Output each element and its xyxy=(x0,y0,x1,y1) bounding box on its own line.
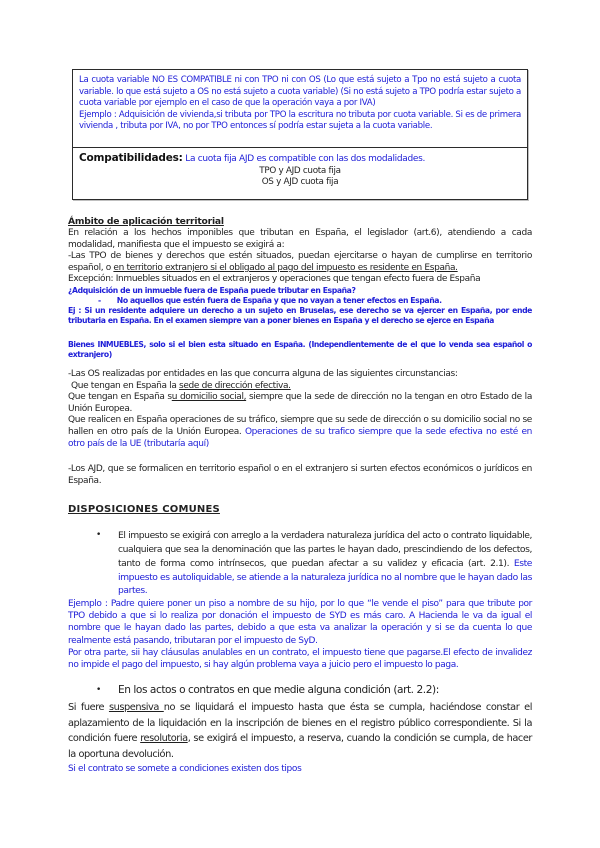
cond-suspensiva-underlined: suspensiva xyxy=(108,701,164,713)
spacer xyxy=(68,200,532,216)
bullet-icon: • xyxy=(96,530,102,541)
compatibilidades-cell xyxy=(73,148,527,199)
excepcion-line: Excepción: Inmuebles situados en el extranjeros y operaciones que tengan efecto fuera de España xyxy=(68,274,481,285)
os-c3-annotation: Operaciones de su trafico siempre que la sede efectiva no esté en otro país de la UE (tributaría aquí) xyxy=(68,426,533,449)
os-c2-text: Que tengan en España s xyxy=(68,392,172,403)
bullet-naturaleza-juridica xyxy=(96,529,532,598)
os-intro-line: -Las OS realizadas por entidades en las que concurra alguna de las siguientes circunstancias: xyxy=(68,368,458,379)
spacer xyxy=(68,326,532,340)
os-circumstance-2 xyxy=(68,392,532,415)
cuota-variable-ejemplo: Ejemplo : Adquisición de vivienda,si tributa por TPO la escritura no tributa por cuota variable. Si es de primera vivienda , tributa por IVA, no por TPO entonces sí podría estar sujeta a la cuota variable. xyxy=(79,109,522,132)
bullet1-black-text: El impuesto se exigirá con arreglo a la verdadera naturaleza jurídica del acto o contrato liquidable, cualquiera que sea la denominación que las partes le hayan dado, prescindiendo de los defectos, tanto de forma como intrínsecos, que puedan afectar a su validez y eficacia (art. 2.1). xyxy=(118,530,532,569)
condicion-paragraph xyxy=(68,700,532,763)
annotation-ejemplo-bruselas: Ej : Si un residente adquiere un derecho a un sujeto en Bruselas, ese derecho se va ejercer en España, por ende tributaria en España. En el examen siempre van a poner bienes en España y el derecho se ejerce en España xyxy=(68,305,532,325)
spacer xyxy=(68,515,532,529)
os-c1-text: Que tengan en España la xyxy=(71,380,180,391)
answer-text: No aquellos que estén fuera de España y que no vayan a tener efectos en España. xyxy=(116,295,442,305)
annotation-answer xyxy=(68,296,532,306)
annotation-question: ¿Adquisición de un inmueble fuera de España puede tributar en España? xyxy=(68,285,356,295)
compat-os-line: OS y AJD cuota fija xyxy=(261,177,339,188)
tpo-text: -Las TPO de bienes y derechos que estén situados, puedan ejercitarse o hayan de cumplirse en territorio español, o xyxy=(68,251,532,273)
territorial-heading: Ámbito de aplicación territorial xyxy=(68,215,224,227)
os-c2-underlined: u domicilio social, xyxy=(171,392,247,403)
cond-text-1: Si fuere xyxy=(68,701,109,713)
compat-tpo-line: TPO y AJD cuota fija xyxy=(259,165,341,176)
bullet1-text xyxy=(118,529,532,598)
bullet-condicion xyxy=(96,683,532,697)
tpo-paragraph xyxy=(68,251,532,274)
cond-text-3: , se exigirá el impuesto, a reserva, cuando la condición se cumpla, de hacer la oportuna devolución. xyxy=(68,733,532,760)
document-content xyxy=(68,69,532,775)
compatibilidades-note: La cuota fija AJD es compatible con las dos modalidades. xyxy=(185,153,426,164)
compatibilidades-line xyxy=(79,152,521,166)
answer-dash: - xyxy=(98,295,101,305)
os-circumstance-3 xyxy=(68,415,532,450)
os-circumstance-1 xyxy=(68,381,532,393)
cuota-variable-note: La cuota variable NO ES COMPATIBLE ni con TPO ni con OS (Lo que está sujeto a Tpo no está sujeto a cuota variable. lo que está sujeto a OS no está sujeto a cuota variable) (Si no está sujeto a TPO podría estar sujeto a cuota variable por ejemplo en el caso de que la operación vaya a por IVA) xyxy=(79,75,521,109)
os-c3-text: Que realicen en España operaciones de su tráfico, siempre que su sede de dirección o su domicilio social no se hallen en otro país de la Unión Europea. xyxy=(68,415,532,437)
cond-text-2: no se liquidará el impuesto hasta que ésta se cumpla, haciéndose constar el aplazamiento de la liquidación en la inscripción de bienes en el registro público correspondiente. Si la condición fuere xyxy=(68,701,532,745)
spacer xyxy=(68,671,532,683)
clausulas-anulables-paragraph: Por otra parte, sii hay cláusulas anulables en un contrato, el impuesto tiene que pagarse.El efecto de invalidez no impide el pago del impuesto, si hay algún problema vaya a juicio pero el impuesto lo paga. xyxy=(68,647,532,670)
spacer xyxy=(68,487,532,504)
spacer xyxy=(68,360,532,369)
bullet-icon: • xyxy=(96,684,102,695)
bullet2-text: En los actos o contratos en que medie alguna condición (art. 2.2): xyxy=(118,683,439,696)
cuota-compatibilidades-box xyxy=(72,69,528,200)
ejemplo-piso-paragraph: Ejemplo : Padre quiere poner un piso a nombre de su hijo, por lo que “le vende el piso” para que tribute por TPO debido a que si lo realiza por donación el impuesto de SYD es más caro. A Hacienda le va da igual el nombre que le hayan dado las partes, debido a que esta va analizar la operación y si se da cuenta lo que realmente está pasando, tributaran por el impuesto de SyD. xyxy=(68,599,532,646)
annotation-inmuebles: Bienes INMUEBLES, solo si el bien esta situado en España. (Independientemente de el que lo venda sea español o extranjero) xyxy=(68,339,532,359)
ajd-paragraph: -Los AJD, que se formalicen en territorio español o en el extranjero si surten efectos económicos o jurídicos en España. xyxy=(68,464,532,486)
cond-resolutoria-underlined: resolutoria xyxy=(140,733,188,745)
comunes-heading: DISPOSICIONES COMUNES xyxy=(68,504,220,516)
spacer xyxy=(68,450,532,464)
territorial-intro: En relación a los hechos imponibles que tributan en España, el legislador (art.6), atendiendo a cada modalidad, manifiesta que el impuesto se exigirá a: xyxy=(68,227,532,250)
cuota-variable-cell xyxy=(73,70,527,148)
compatibilidades-label: Compatibilidades: xyxy=(79,151,183,164)
os-c1-underlined: sede de dirección efectiva. xyxy=(179,380,291,391)
condiciones-tipos-annotation: Si el contrato se somete a condiciones existen dos tipos xyxy=(68,763,302,774)
os-c2-text-post: siempre que la sede de dirección no la tengan en otro Estado de la Unión Europea. xyxy=(68,392,532,414)
tpo-underlined-text: en territorio extranjero si el obligado al pago del impuesto es residente en España. xyxy=(113,262,458,273)
bullet1-blue-annotation: Este impuesto es autoliquidable, se atiende a la naturaleza jurídica no al nombre que le hayan dado las partes. xyxy=(118,557,532,597)
